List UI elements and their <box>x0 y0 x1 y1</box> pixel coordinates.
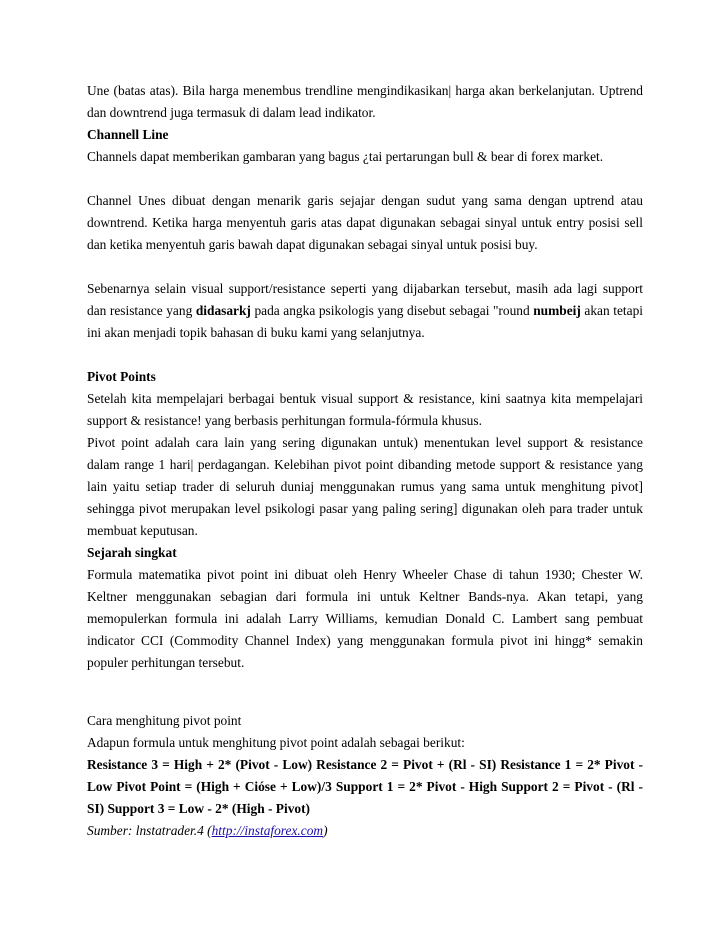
heading-sejarah: Sejarah singkat <box>87 545 177 560</box>
paragraph-how-to: Cara menghitung pivot point <box>87 713 242 728</box>
text-segment: pada angka psikologis yang disebut sebagai "round <box>250 303 534 318</box>
paragraph-channel-lines: Channel Unes dibuat dengan menarik garis sejajar dengan sudut yang sama dengan uptrend atau downtrend. Ketika harga menyentuh garis atas dapat digunakan sebagai sinyal untuk entry posisi sell dan ketika menyentuh garis bawah dapat digunakan sebagai sinyal untuk posisi buy. <box>87 193 643 252</box>
paragraph-history: Formula matematika pivot point ini dibuat oleh Henry Wheeler Chase di tahun 1930; Chester W. Keltner menggunakan sebagian dari formula ini untuk Keltner Bands-nya. Akan tetapi, yang memopulerkan formula ini adalah Larry Williams, kemudian Donald C. Lambert sang pembuat indicator CCI (Commodity Channel Index) yang menggunakan formula pivot ini hingg* semakin populer perhitungan tersebut. <box>87 567 643 670</box>
heading-pivot-points: Pivot Points <box>87 369 156 384</box>
bold-term: didasarkj <box>195 303 251 318</box>
spacer <box>87 168 643 190</box>
heading-channel-line: Channell Line <box>87 127 169 142</box>
source-line <box>87 820 643 842</box>
text-segment: akan tetapi ini akan menjadi topik bahasan di buku kami yang selanjutnya. <box>87 303 643 340</box>
spacer <box>87 344 643 366</box>
paragraph-pivot-definition: Pivot point adalah cara lain yang sering digunakan untuk) menentukan level support & resistance dalam range 1 hari| perdagangan. Kelebihan pivot point dibanding metode support & resistance yang lain yaitu setiap trader di seluruh duniaj menggunakan rumus yang sama untuk menghitung pivot] sehingga pivot merupakan level psikologi pasar yang paling sering] digunakan oleh para trader untuk membuat keputusan. <box>87 435 643 538</box>
formula-block: Resistance 3 = High + 2* (Pivot - Low) Resistance 2 = Pivot + (Rl - SI) Resistance 1 = 2* Pivot - Low Pivot Point = (High + Cióse + Low)/3 Support 1 = 2* Pivot - High Support 2 = Pivot - (Rl - SI) Support 3 = Low - 2* (High - Pivot) <box>87 757 643 816</box>
paragraph-pivot-intro: Setelah kita mempelajari berbagai bentuk visual support & resistance, kini saatnya kita mempelajari support & resistance! yang berbasis perhitungan formula-fórmula khusus. <box>87 391 643 428</box>
spacer <box>87 674 643 710</box>
spacer <box>87 256 643 278</box>
paragraph-round-number <box>87 278 643 344</box>
paragraph-trendline: Une (batas atas). Bila harga menembus trendline mengindikasikan| harga akan berkelanjutan. Uptrend dan downtrend juga termasuk di dalam lead indikator. <box>87 83 643 120</box>
source-prefix: Sumber: lnstatrader.4 ( <box>87 823 212 838</box>
paragraph-channels: Channels dapat memberikan gambaran yang bagus ¿tai pertarungan bull & bear di forex market. <box>87 149 604 164</box>
source-suffix: ) <box>323 823 328 838</box>
document-page <box>87 80 643 842</box>
bold-term: numbeij <box>533 303 581 318</box>
paragraph-formula-intro: Adapun formula untuk menghitung pivot point adalah sebagai berikut: <box>87 735 465 750</box>
source-link[interactable]: http://instaforex.com <box>211 823 324 838</box>
text-segment: Sebenarnya selain visual support/resistance seperti yang dijabarkan tersebut, masih ada lagi support dan resistance yang <box>87 281 643 318</box>
